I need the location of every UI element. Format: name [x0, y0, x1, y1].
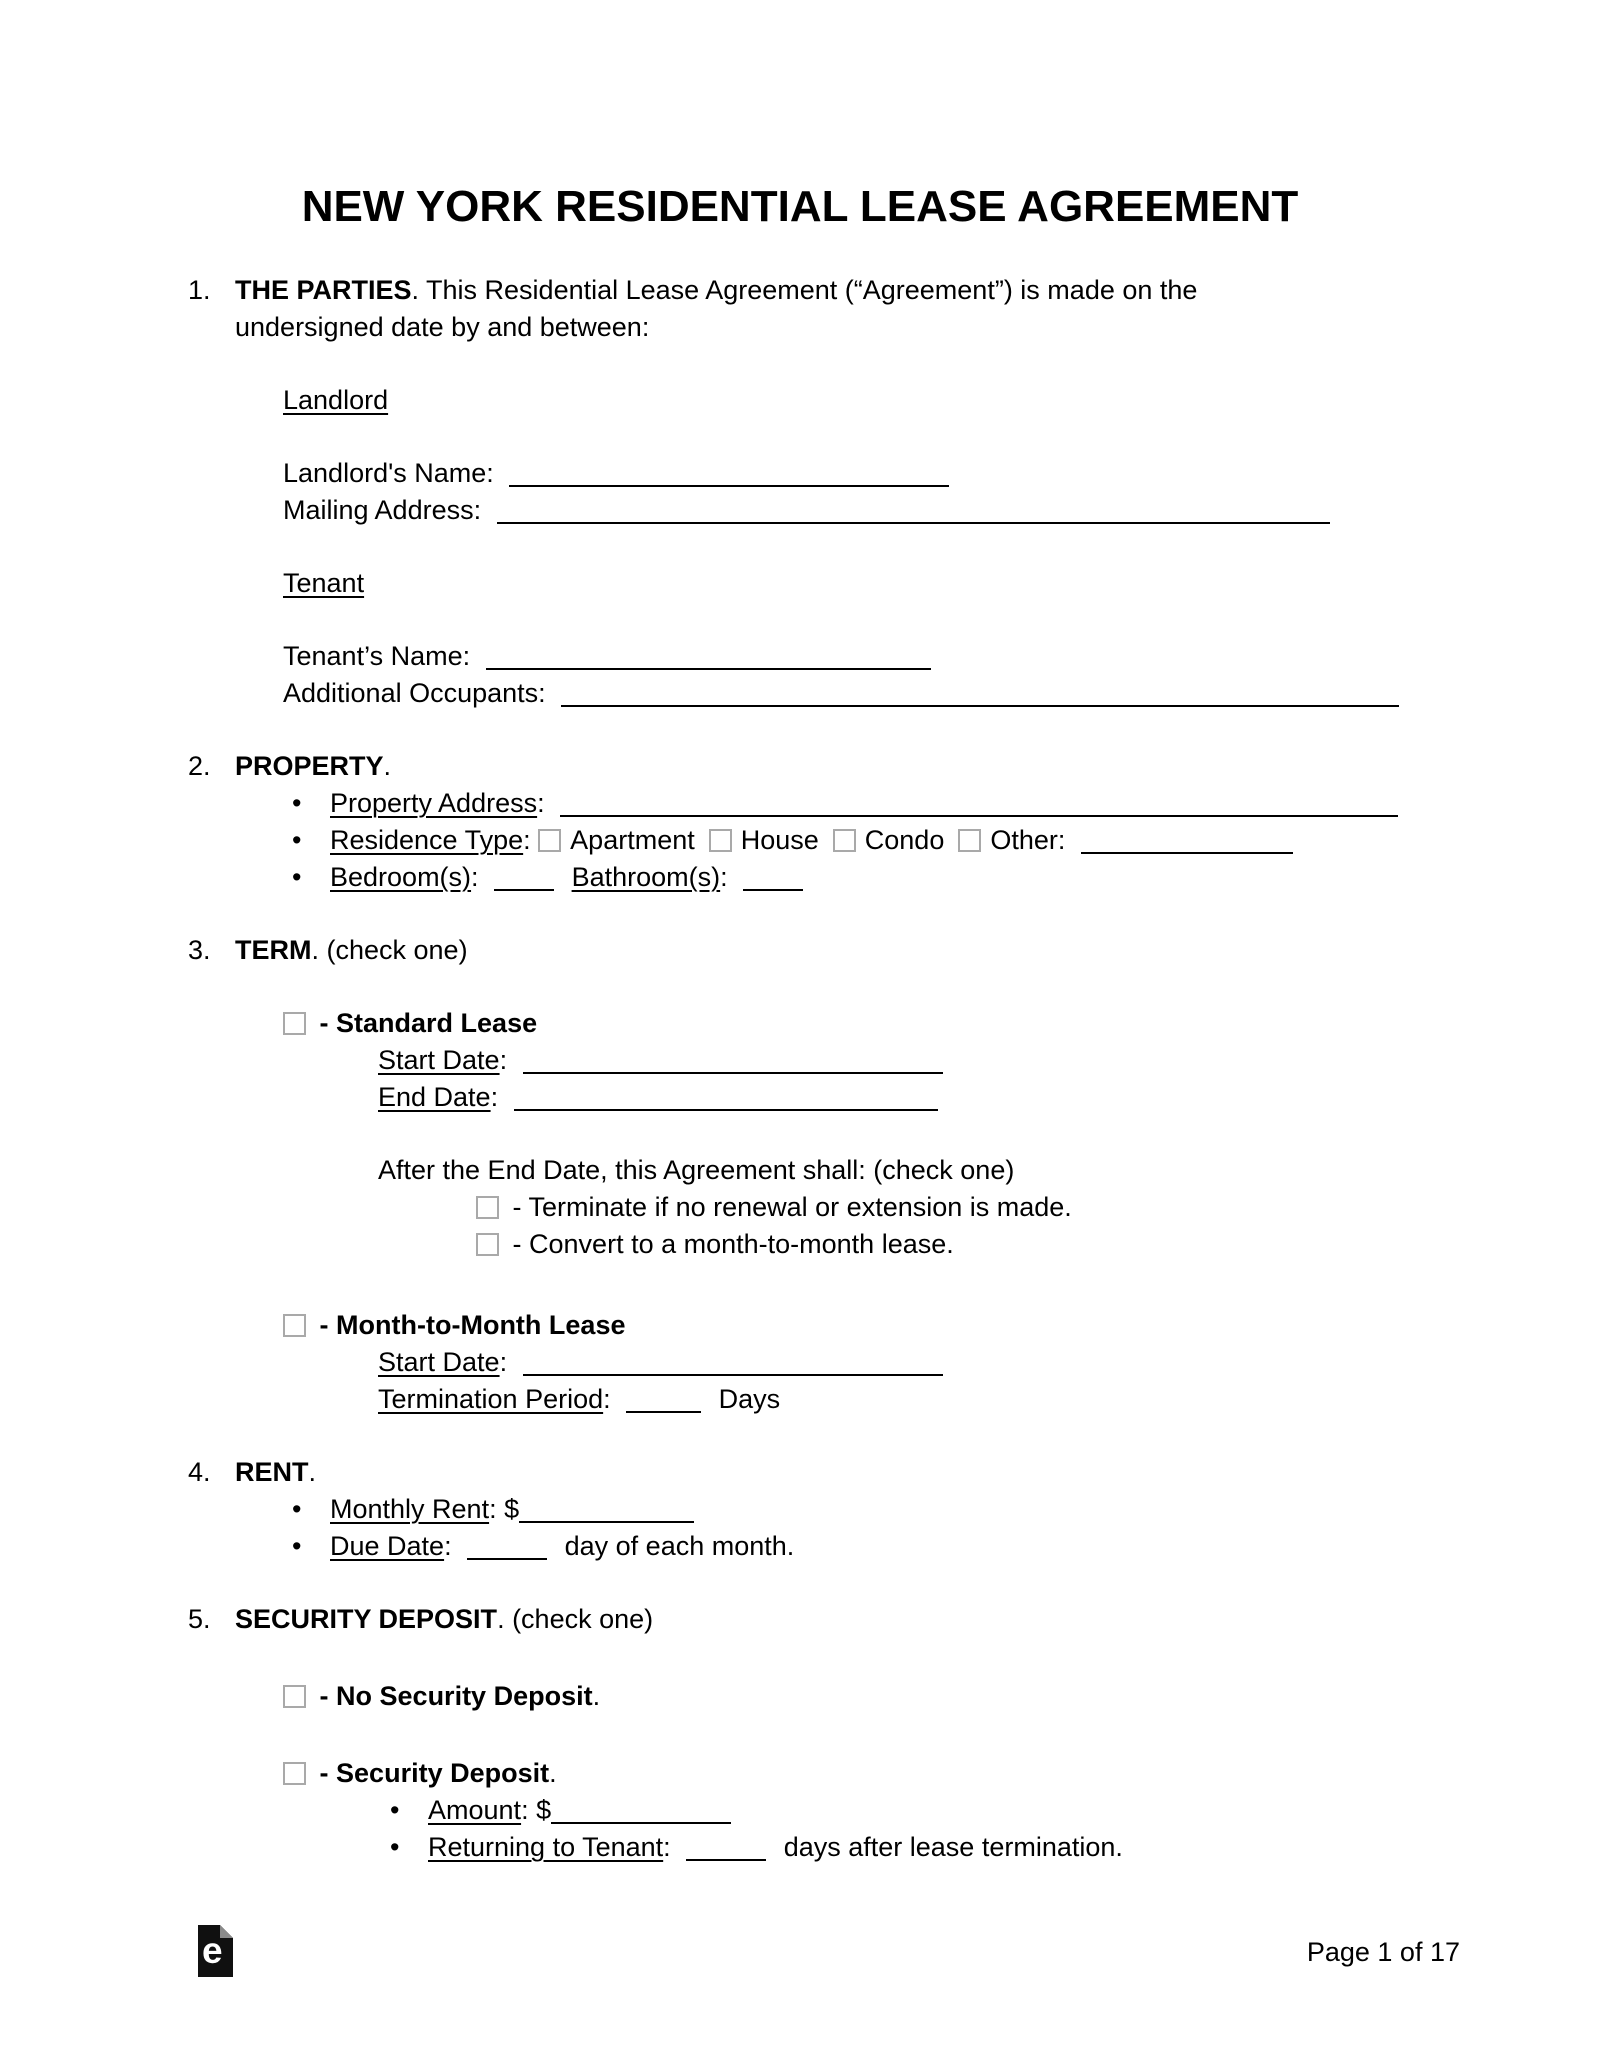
dollar-sign: $ — [504, 1494, 520, 1524]
mtm-start-date-line — [0, 1344, 1600, 1381]
property-address-label: Property Address — [330, 788, 538, 818]
convert-option-line — [0, 1226, 1600, 1263]
colon: : — [471, 862, 479, 892]
bathrooms-blank[interactable] — [743, 875, 803, 891]
section-parties — [0, 272, 1600, 346]
amount-blank[interactable] — [551, 1808, 731, 1824]
section-number: 3. — [188, 935, 211, 965]
termination-period-line — [0, 1381, 1600, 1418]
section-term — [0, 932, 1600, 969]
eforms-logo — [198, 1925, 233, 1977]
property-address-line — [0, 785, 1600, 822]
parties-intro-line1: . This Residential Lease Agreement (“Agreement”) is made on the — [411, 275, 1198, 305]
colon: : — [499, 1045, 508, 1075]
standard-end-date-blank[interactable] — [514, 1095, 938, 1111]
colon: : — [444, 1531, 452, 1561]
termination-period-label: Termination Period — [378, 1384, 604, 1414]
returning-suffix: days after lease termination. — [783, 1832, 1123, 1862]
period: . — [308, 1457, 317, 1487]
landlord-heading: Landlord — [283, 385, 389, 415]
terminate-option-label: Terminate if no renewal or extension is made. — [528, 1192, 1072, 1222]
apartment-checkbox[interactable] — [538, 829, 561, 852]
colon: : — [603, 1384, 611, 1414]
dash: - — [319, 1681, 329, 1711]
dash: - — [512, 1192, 522, 1222]
security-deposit-label: Security Deposit — [336, 1758, 550, 1788]
colon: : — [462, 641, 471, 671]
security-deposit-heading: SECURITY DEPOSIT — [235, 1604, 498, 1634]
bullet-icon: • — [390, 1832, 400, 1862]
other-option-label: Other — [990, 825, 1058, 855]
section-property — [0, 748, 1600, 785]
standard-lease-label: Standard Lease — [336, 1008, 538, 1038]
landlord-name-label: Landlord's Name — [283, 458, 487, 488]
bullet-icon: • — [390, 1795, 400, 1825]
colon: : — [538, 678, 546, 708]
month-to-month-line — [0, 1307, 1600, 1344]
amount-label: Amount — [428, 1795, 522, 1825]
colon: : — [537, 788, 545, 818]
parties-heading: THE PARTIES — [235, 275, 412, 305]
period: . — [549, 1758, 557, 1788]
mailing-address-blank[interactable] — [497, 508, 1330, 524]
residence-type-label: Residence Type — [330, 825, 524, 855]
bedrooms-blank[interactable] — [494, 875, 554, 891]
dash: - — [512, 1229, 522, 1259]
colon: : — [499, 1347, 508, 1377]
standard-lease-checkbox[interactable] — [283, 1012, 306, 1035]
additional-occupants-label: Additional Occupants — [283, 678, 539, 708]
colon: : — [523, 825, 531, 855]
section-number: 4. — [188, 1457, 211, 1487]
terminate-option-line — [0, 1189, 1600, 1226]
page-number: Page 1 of 17 — [1306, 1937, 1460, 1967]
colon: : — [473, 495, 482, 525]
colon: : — [521, 1795, 529, 1825]
rent-heading: RENT — [235, 1457, 309, 1487]
section-number: 1. — [188, 275, 211, 305]
condo-option-label: Condo — [864, 825, 945, 855]
additional-occupants-blank[interactable] — [561, 691, 1399, 707]
document-title: NEW YORK RESIDENTIAL LEASE AGREEMENT — [301, 182, 1299, 231]
returning-to-tenant-line — [0, 1829, 1600, 1866]
due-date-blank[interactable] — [467, 1544, 547, 1560]
house-checkbox[interactable] — [709, 829, 732, 852]
bullet-icon: • — [292, 825, 302, 855]
house-option-label: House — [740, 825, 819, 855]
mtm-start-date-blank[interactable] — [523, 1360, 943, 1376]
end-date-label: End Date — [378, 1082, 491, 1112]
dollar-sign: $ — [536, 1795, 552, 1825]
security-deposit-checkbox[interactable] — [283, 1762, 306, 1785]
eforms-logo-letter: e — [202, 1930, 223, 1971]
term-heading-suffix: . (check one) — [311, 935, 468, 965]
colon: : — [720, 862, 728, 892]
other-checkbox[interactable] — [958, 829, 981, 852]
bedrooms-label: Bedroom(s) — [330, 862, 472, 892]
mailing-address-line — [0, 492, 1600, 529]
due-date-line — [0, 1528, 1600, 1565]
standard-start-date-line — [0, 1042, 1600, 1079]
tenant-name-blank[interactable] — [486, 654, 931, 670]
after-end-date-line: After the End Date, this Agreement shall: (check one) — [378, 1155, 1015, 1185]
property-heading: PROPERTY — [235, 751, 384, 781]
no-security-deposit-line — [0, 1678, 1600, 1715]
section-security-deposit — [0, 1601, 1600, 1638]
termination-period-blank[interactable] — [626, 1397, 701, 1413]
days-label: Days — [718, 1384, 781, 1414]
parties-intro — [235, 275, 1197, 342]
colon: : — [663, 1832, 671, 1862]
due-date-label: Due Date — [330, 1531, 445, 1561]
landlord-name-line — [0, 455, 1600, 492]
colon: : — [486, 458, 494, 488]
parties-intro-line2: undersigned date by and between: — [235, 312, 650, 342]
bedrooms-bathrooms-line — [0, 859, 1600, 896]
residence-type-line — [0, 822, 1600, 859]
convert-checkbox[interactable] — [476, 1233, 499, 1256]
tenant-name-line — [0, 638, 1600, 675]
monthly-rent-label: Monthly Rent — [330, 1494, 490, 1524]
additional-occupants-line — [0, 675, 1600, 712]
period: . — [592, 1681, 601, 1711]
section-number: 5. — [188, 1604, 211, 1634]
tenant-name-label: Tenant’s Name — [283, 641, 463, 671]
bullet-icon: • — [292, 1494, 302, 1524]
bullet-icon: • — [292, 1531, 302, 1561]
dash: - — [319, 1758, 329, 1788]
dash: - — [319, 1310, 329, 1340]
section-number: 2. — [188, 751, 211, 781]
security-deposit-heading-suffix: . (check one) — [497, 1604, 654, 1634]
tenant-heading: Tenant — [283, 568, 365, 598]
term-heading: TERM — [235, 935, 312, 965]
standard-lease-line — [0, 1005, 1600, 1042]
monthly-rent-line — [0, 1491, 1600, 1528]
colon: : — [489, 1494, 497, 1524]
colon: : — [490, 1082, 499, 1112]
convert-option-label: Convert to a month-to-month lease. — [529, 1229, 954, 1259]
returning-to-tenant-blank[interactable] — [686, 1845, 766, 1861]
no-security-deposit-label: No Security Deposit — [336, 1681, 593, 1711]
landlord-name-blank[interactable] — [509, 471, 949, 487]
period: . — [383, 751, 392, 781]
bullet-icon: • — [292, 788, 302, 818]
start-date-label: Start Date — [378, 1045, 500, 1075]
bathrooms-label: Bathroom(s) — [571, 862, 721, 892]
property-address-blank[interactable] — [560, 801, 1398, 817]
monthly-rent-blank[interactable] — [519, 1507, 694, 1523]
security-deposit-line — [0, 1755, 1600, 1792]
mailing-address-label: Mailing Address — [283, 495, 474, 525]
month-to-month-checkbox[interactable] — [283, 1314, 306, 1337]
bullet-icon: • — [292, 862, 302, 892]
colon: : — [1057, 825, 1066, 855]
other-blank[interactable] — [1081, 838, 1293, 854]
no-security-deposit-checkbox[interactable] — [283, 1685, 306, 1708]
condo-checkbox[interactable] — [833, 829, 856, 852]
due-date-suffix: day of each month. — [564, 1531, 795, 1561]
dash: - — [319, 1008, 329, 1038]
terminate-checkbox[interactable] — [476, 1196, 499, 1219]
section-rent — [0, 1454, 1600, 1491]
standard-start-date-blank[interactable] — [523, 1058, 943, 1074]
start-date-label: Start Date — [378, 1347, 500, 1377]
returning-to-tenant-label: Returning to Tenant — [428, 1832, 664, 1862]
amount-line — [0, 1792, 1600, 1829]
standard-end-date-line — [0, 1079, 1600, 1116]
apartment-option-label: Apartment — [570, 825, 695, 855]
month-to-month-label: Month-to-Month Lease — [336, 1310, 626, 1340]
